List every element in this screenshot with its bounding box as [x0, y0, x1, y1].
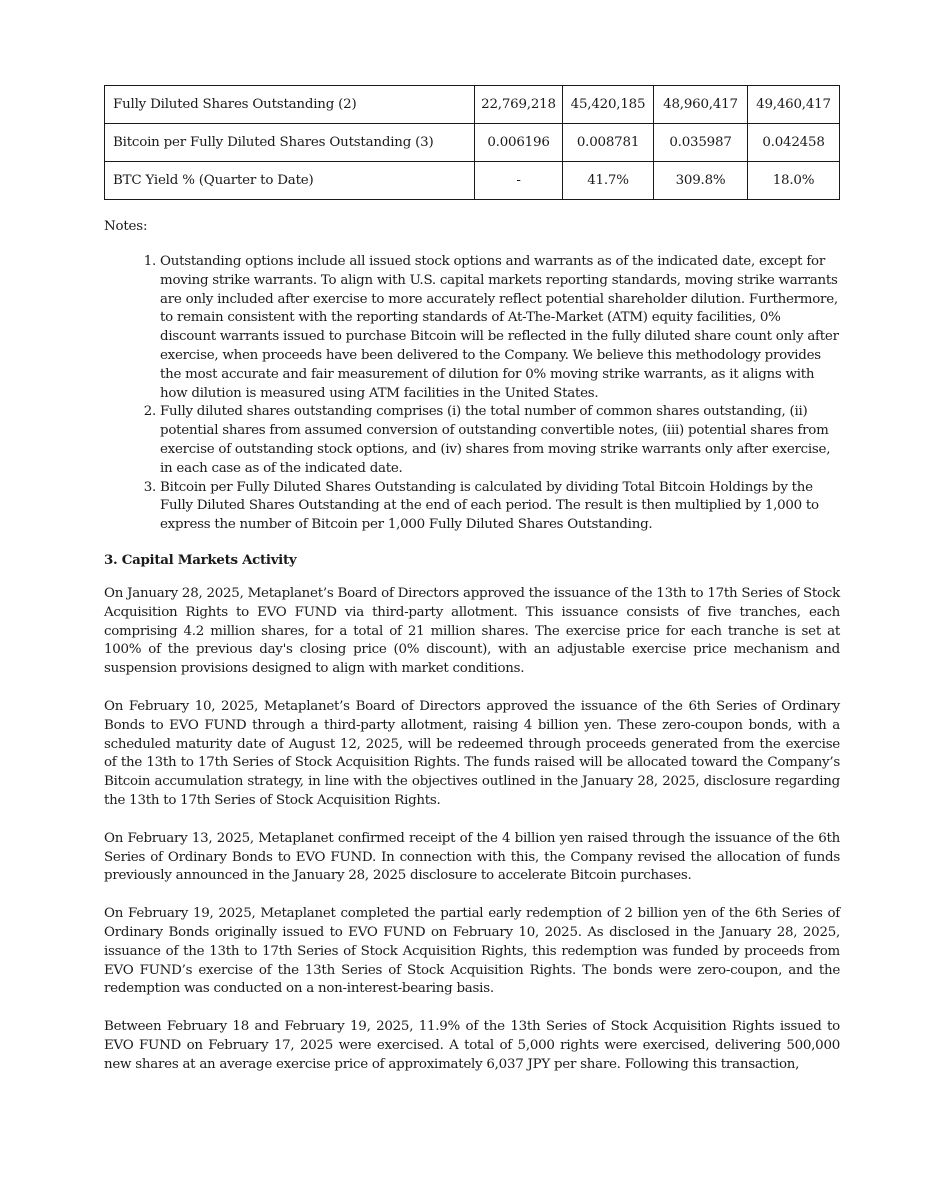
paragraph: On January 28, 2025, Metaplanet’s Board of Directors approved the issuance of the 13th to 17th Series of Stock Acquisition Rights to EVO FUND via third-party allotment. This issuance consists of five tranches, each comprising 4.2 million shares, for a total of 21 million shares. The exercise price for each tranche is set at 100% of the previous day's closing price (0% discount), with an adjustable exercise price mechanism and suspension provisions designed to align with market conditions.	[104, 585, 840, 677]
note-item: 1. Outstanding options include all issued stock options and warrants as of the indicated date, except for moving strike warrants. To align with U.S. capital markets reporting standards, moving strike warrants are only included after exercise to more accurately reflect potential shareholder dilution. Furthermore, to remain consistent with the reporting standards of At-The-Market (ATM) equity facilities, 0% discount warrants issued to purchase Bitcoin will be reflected in the fully diluted share count only after exercise, when proceeds have been delivered to the Company. We believe this methodology provides the most accurate and fair measurement of dilution for 0% moving strike warrants, as it aligns with how dilution is measured using ATM facilities in the United States.	[160, 253, 840, 403]
metrics-table	[104, 85, 840, 200]
table-cell: 0.006196	[475, 124, 563, 162]
table-cell: -	[475, 162, 563, 200]
notes-heading: Notes:	[104, 219, 148, 234]
row-label: BTC Yield % (Quarter to Date)	[105, 162, 475, 200]
table-cell: 41.7%	[563, 162, 654, 200]
table-cell: 0.008781	[563, 124, 654, 162]
table-cell: 309.8%	[654, 162, 748, 200]
table-cell: 0.035987	[654, 124, 748, 162]
document-page	[104, 85, 840, 1088]
table-row	[105, 86, 840, 124]
section-title: 3. Capital Markets Activity	[104, 551, 297, 568]
paragraph: On February 13, 2025, Metaplanet confirmed receipt of the 4 billion yen raised through the issuance of the 6th Series of Ordinary Bonds to EVO FUND. In connection with this, the Company revised the allocation of funds previously announced in the January 28, 2025 disclosure to accelerate Bitcoin purchases.	[104, 830, 840, 884]
paragraph: On February 19, 2025, Metaplanet completed the partial early redemption of 2 billion yen of the 6th Series of Ordinary Bonds originally issued to EVO FUND on February 10, 2025. As disclosed in the January 28, 2025, issuance of the 13th to 17th Series of Stock Acquisition Rights, this redemption was funded by proceeds from EVO FUND’s exercise of the 13th Series of Stock Acquisition Rights. The bonds were zero-coupon, and the redemption was conducted on a non-interest-bearing basis.	[104, 906, 840, 997]
note-item: 3. Bitcoin per Fully Diluted Shares Outstanding is calculated by dividing Total Bitcoin Holdings by the Fully Diluted Shares Outstanding at the end of each period. The result is then multiplied by 1,000 to express the number of Bitcoin per 1,000 Fully Diluted Shares Outstanding.	[160, 479, 840, 535]
notes-list	[104, 253, 840, 535]
note-item: 2. Fully diluted shares outstanding comprises (i) the total number of common shares outstanding, (ii) potential shares from assumed conversion of outstanding convertible notes, (iii) potential shares from exercise of outstanding stock options, and (iv) shares from moving strike warrants only after exercise, in each case as of the indicated date.	[160, 403, 840, 478]
paragraph: Between February 18 and February 19, 2025, 11.9% of the 13th Series of Stock Acquisition Rights issued to EVO FUND on February 17, 2025 were exercised. A total of 5,000 rights were exercised, delivering 500,000 new shares at an average exercise price of approximately 6,037 JPY per share. Following this transaction,	[104, 1019, 840, 1072]
table-cell: 49,460,417	[748, 86, 840, 124]
table-cell: 45,420,185	[563, 86, 654, 124]
table-row	[105, 124, 840, 162]
table-cell: 22,769,218	[475, 86, 563, 124]
row-label: Fully Diluted Shares Outstanding (2)	[105, 86, 475, 124]
table-cell: 48,960,417	[654, 86, 748, 124]
table-row	[105, 162, 840, 200]
paragraph: On February 10, 2025, Metaplanet’s Board of Directors approved the issuance of the 6th Series of Ordinary Bonds to EVO FUND through a third-party allotment, raising 4 billion yen. These zero-coupon bonds, with a scheduled maturity date of August 12, 2025, will be redeemed through proceeds generated from the exercise of the 13th to 17th Series of Stock Acquisition Rights. The funds raised will be allocated toward the Company’s Bitcoin accumulation strategy, in line with the objectives outlined in the January 28, 2025, disclosure regarding the 13th to 17th Series of Stock Acquisition Rights.	[104, 698, 840, 808]
table-cell: 0.042458	[748, 124, 840, 162]
row-label: Bitcoin per Fully Diluted Shares Outstanding (3)	[105, 124, 475, 162]
table-cell: 18.0%	[748, 162, 840, 200]
